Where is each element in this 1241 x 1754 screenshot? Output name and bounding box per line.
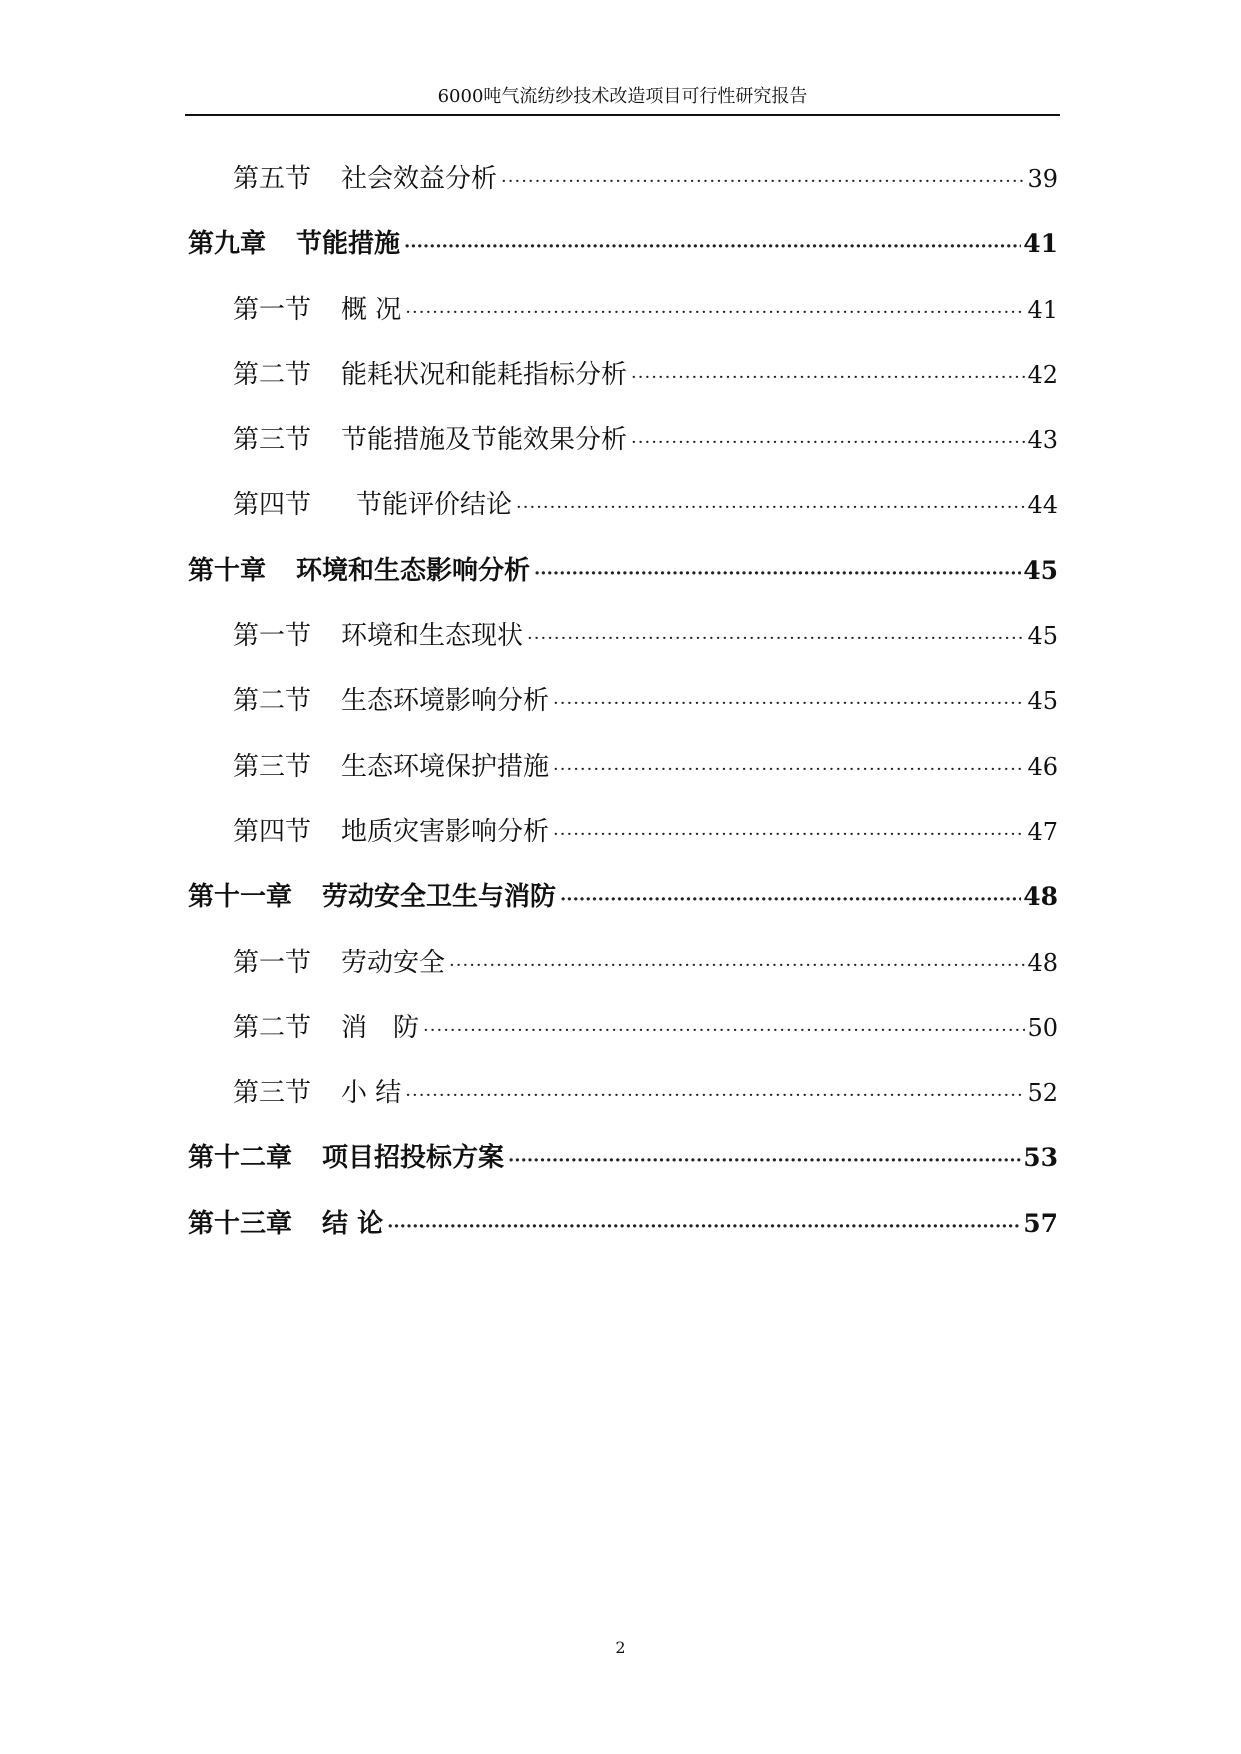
toc-chapter-entry — [188, 1137, 1058, 1202]
toc-entry-number: 第二节 — [233, 359, 312, 390]
toc-entry — [188, 746, 1058, 811]
toc-dot-leader — [405, 302, 1025, 323]
toc-entry-page: 39 — [1027, 165, 1058, 193]
toc-entry-page: 46 — [1027, 752, 1058, 781]
toc-dot-leader — [404, 236, 1021, 257]
toc-entry-title: 社会效益分析 — [341, 164, 498, 194]
toc-entry-number: 第十二章 — [188, 1143, 293, 1174]
toc-dot-leader — [501, 171, 1025, 192]
toc-entry-title: 消 防 — [341, 1012, 420, 1043]
toc-entry-page: 41 — [1027, 295, 1058, 324]
toc-dot-leader — [534, 563, 1021, 584]
toc-entry-page: 52 — [1027, 1079, 1058, 1108]
toc-entry-number: 第二节 — [233, 686, 312, 717]
toc-entry-title: 结 论 — [322, 1208, 384, 1239]
toc-entry-title: 小 结 — [341, 1078, 402, 1109]
toc-entry-number: 第一节 — [233, 621, 312, 652]
toc-entry-number: 第三节 — [233, 1078, 312, 1109]
toc-entry-number: 第二节 — [233, 1012, 312, 1043]
toc-entry — [188, 484, 1058, 549]
toc-entry-page: 45 — [1023, 555, 1058, 585]
toc-dot-leader — [631, 367, 1025, 388]
toc-chapter-entry — [188, 876, 1058, 941]
toc-entry-title: 劳动安全 — [341, 947, 446, 978]
toc-entry-page: 53 — [1023, 1143, 1058, 1173]
toc-entry-number: 第十三章 — [188, 1208, 293, 1239]
toc-entry-page: 44 — [1027, 491, 1058, 520]
toc-entry — [188, 419, 1058, 484]
toc-dot-leader — [405, 1085, 1025, 1106]
toc-entry-number: 第十章 — [188, 555, 267, 586]
toc-dot-leader — [423, 1020, 1025, 1041]
toc-entry — [188, 615, 1058, 680]
toc-entry-title: 地质灾害影响分析 — [341, 816, 550, 847]
toc-entry-number: 第十一章 — [188, 882, 293, 913]
toc-dot-leader — [516, 497, 1025, 518]
toc-dot-leader — [449, 955, 1025, 976]
toc-dot-leader — [560, 889, 1021, 910]
toc-entry-page: 57 — [1023, 1208, 1058, 1238]
toc-entry-title: 节能措施 — [296, 229, 401, 260]
toc-entry-number: 第一节 — [233, 947, 312, 978]
toc-entry — [188, 158, 1058, 223]
toc-entry-page: 43 — [1027, 426, 1058, 455]
toc-entry-title: 节能评价结论 — [356, 490, 513, 521]
toc-entry — [188, 680, 1058, 745]
toc-entry-title: 劳动安全卫生与消防 — [322, 882, 557, 913]
toc-entry — [188, 354, 1058, 419]
toc-dot-leader — [508, 1150, 1021, 1171]
toc-entry-title: 生态环境影响分析 — [341, 686, 550, 717]
toc-entry-number: 第四节 — [233, 490, 312, 521]
running-header: 6000吨气流纺纱技术改造项目可行性研究报告 — [437, 86, 808, 107]
toc-entry-page: 48 — [1023, 882, 1058, 912]
toc-entry-number: 第九章 — [188, 229, 267, 260]
toc-entry-number: 第三节 — [233, 425, 312, 456]
toc-entry-title: 项目招投标方案 — [322, 1143, 505, 1174]
toc-entry-title: 环境和生态现状 — [341, 621, 524, 652]
toc-chapter-entry — [188, 1203, 1058, 1268]
toc-entry-page: 48 — [1027, 948, 1058, 977]
header-rule — [185, 114, 1060, 116]
toc-entry-number: 第五节 — [233, 164, 312, 194]
toc-entry-number: 第四节 — [233, 816, 312, 847]
table-of-contents — [188, 158, 1058, 1268]
toc-chapter-entry — [188, 550, 1058, 615]
toc-entry — [188, 1072, 1058, 1137]
toc-dot-leader — [553, 693, 1025, 714]
toc-entry — [188, 942, 1058, 1007]
toc-entry — [188, 811, 1058, 876]
toc-entry-page: 47 — [1027, 817, 1058, 846]
toc-dot-leader — [553, 759, 1025, 780]
toc-chapter-entry — [188, 223, 1058, 288]
toc-entry — [188, 1007, 1058, 1072]
toc-dot-leader — [527, 628, 1025, 649]
toc-entry-page: 50 — [1027, 1013, 1058, 1042]
toc-entry-page: 41 — [1023, 229, 1058, 259]
toc-dot-leader — [631, 432, 1025, 453]
toc-entry-page: 45 — [1027, 622, 1058, 651]
toc-entry-number: 第一节 — [233, 294, 312, 325]
toc-entry-title: 环境和生态影响分析 — [296, 555, 531, 586]
toc-dot-leader — [553, 824, 1025, 845]
toc-entry-page: 45 — [1027, 687, 1058, 716]
toc-entry-title: 概 况 — [341, 294, 402, 325]
page-number: 2 — [615, 1638, 626, 1657]
toc-entry-number: 第三节 — [233, 751, 312, 782]
toc-entry-title: 能耗状况和能耗指标分析 — [341, 359, 628, 390]
toc-entry-title: 节能措施及节能效果分析 — [341, 425, 628, 456]
toc-entry — [188, 289, 1058, 354]
toc-dot-leader — [387, 1216, 1021, 1237]
toc-entry-title: 生态环境保护措施 — [341, 751, 550, 782]
toc-entry-page: 42 — [1027, 360, 1058, 389]
